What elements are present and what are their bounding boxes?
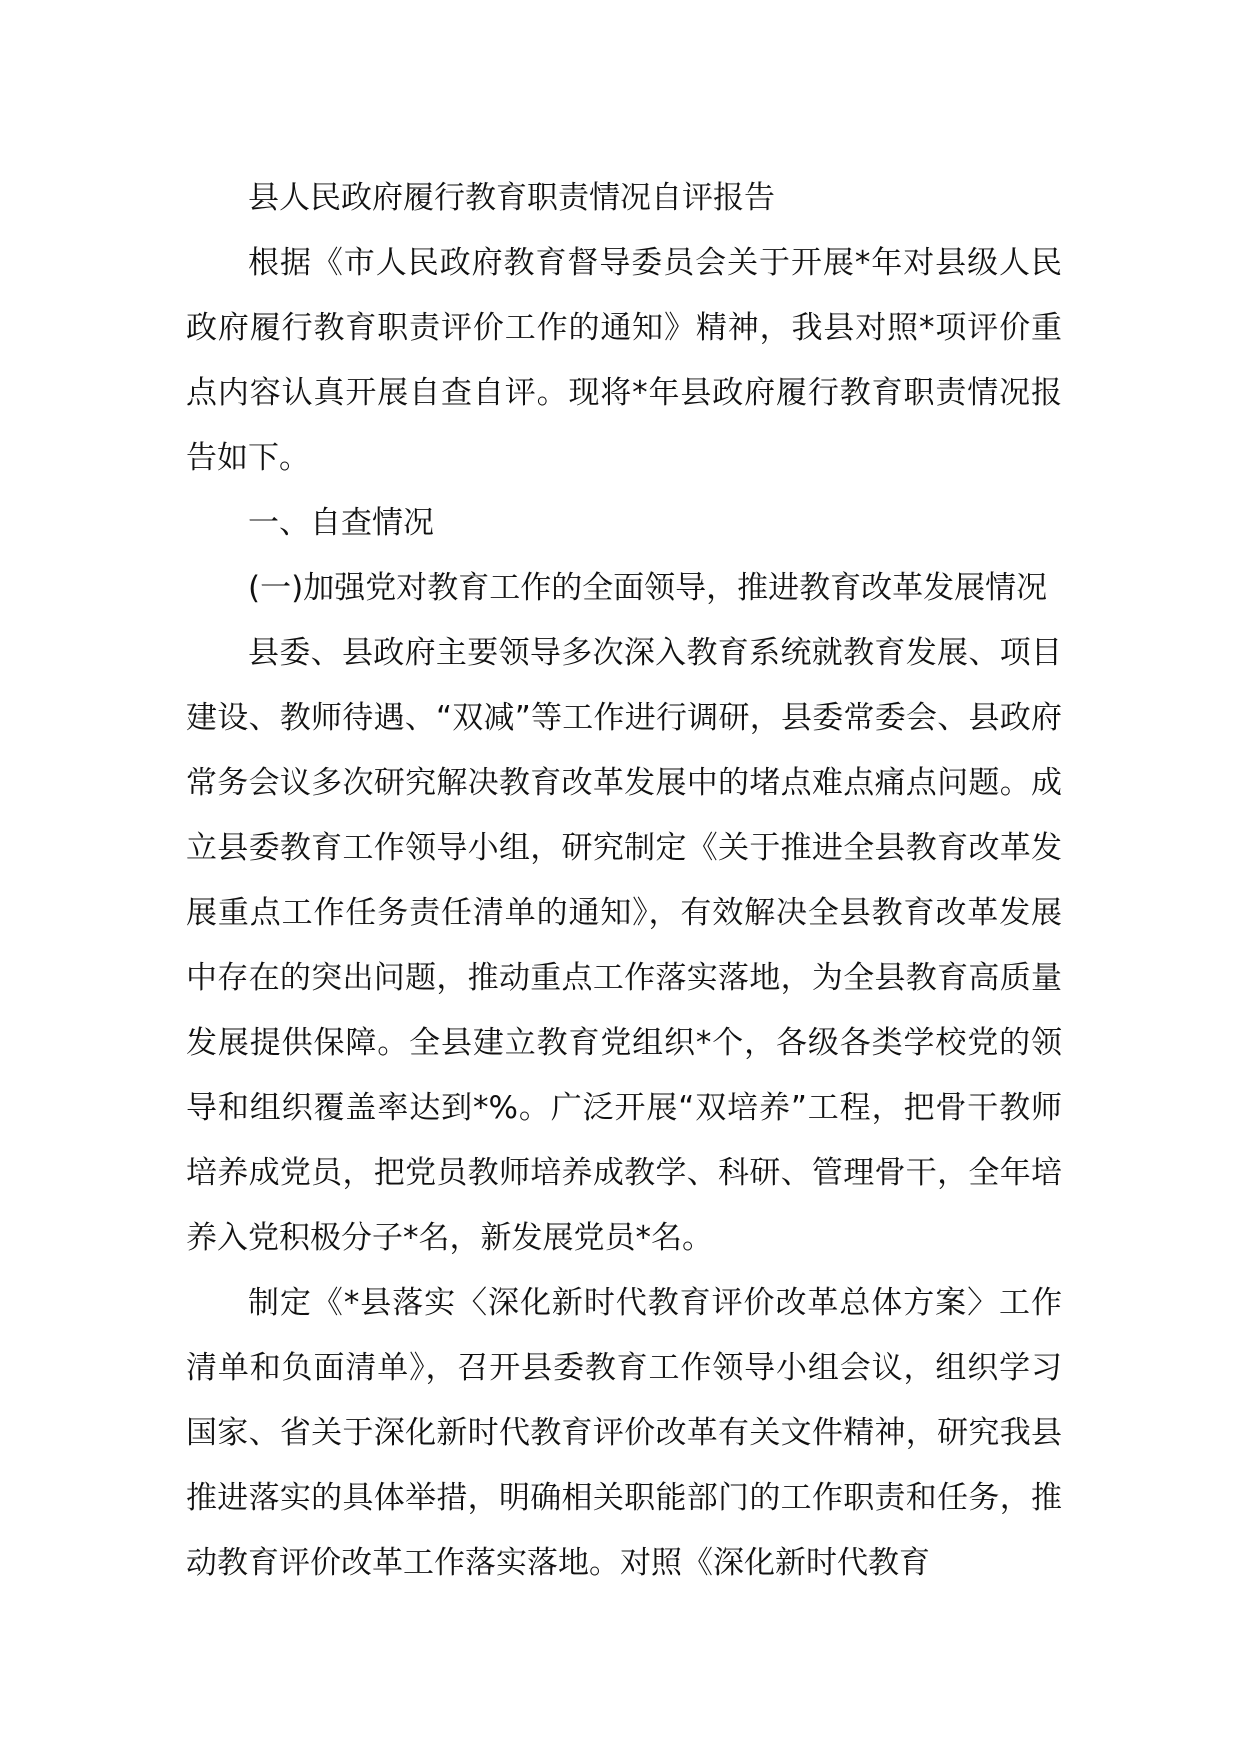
- paragraph-party-leadership: 县委、县政府主要领导多次深入教育系统就教育发展、项目建设、教师待遇、“双减”等工作进行调研，县委常委会、县政府常务会议多次研究解决教育改革发展中的堵点难点痛点问题。成立县委教育工作领导小组，研究制定《关于推进全县教育改革发展重点工作任务责任清单的通知》，有效解决全县教育改革发展中存在的突出问题，推动重点工作落实落地，为全县教育高质量发展提供保障。全县建立教育党组织*个，各级各类学校党的领导和组织覆盖率达到*%。广泛开展“双培养”工程，把骨干教师培养成党员，把党员教师培养成教学、科研、管理骨干，全年培养入党积极分子*名，新发展党员*名。: [186, 635, 1062, 1256]
- document-body: [186, 166, 1062, 1596]
- document-title: 县人民政府履行教育职责情况自评报告: [248, 180, 775, 216]
- paragraph-evaluation-reform: 制定《*县落实〈深化新时代教育评价改革总体方案〉工作清单和负面清单》，召开县委教育工作领导小组会议，组织学习国家、省关于深化新时代教育评价改革有关文件精神，研究我县推进落实的具体举措，明确相关职能部门的工作职责和任务，推动教育评价改革工作落实落地。对照《深化新时代教育: [186, 1285, 1062, 1581]
- paragraph-intro: 根据《市人民政府教育督导委员会关于开展*年对县级人民政府履行教育职责评价工作的通知》精神，我县对照*项评价重点内容认真开展自查自评。现将*年县政府履行教育职责情况报告如下。: [186, 245, 1062, 476]
- subsection-heading-party-leadership: (一)加强党对教育工作的全面领导，推进教育改革发展情况: [248, 570, 1048, 606]
- section-heading-self-check: 一、自查情况: [248, 505, 434, 541]
